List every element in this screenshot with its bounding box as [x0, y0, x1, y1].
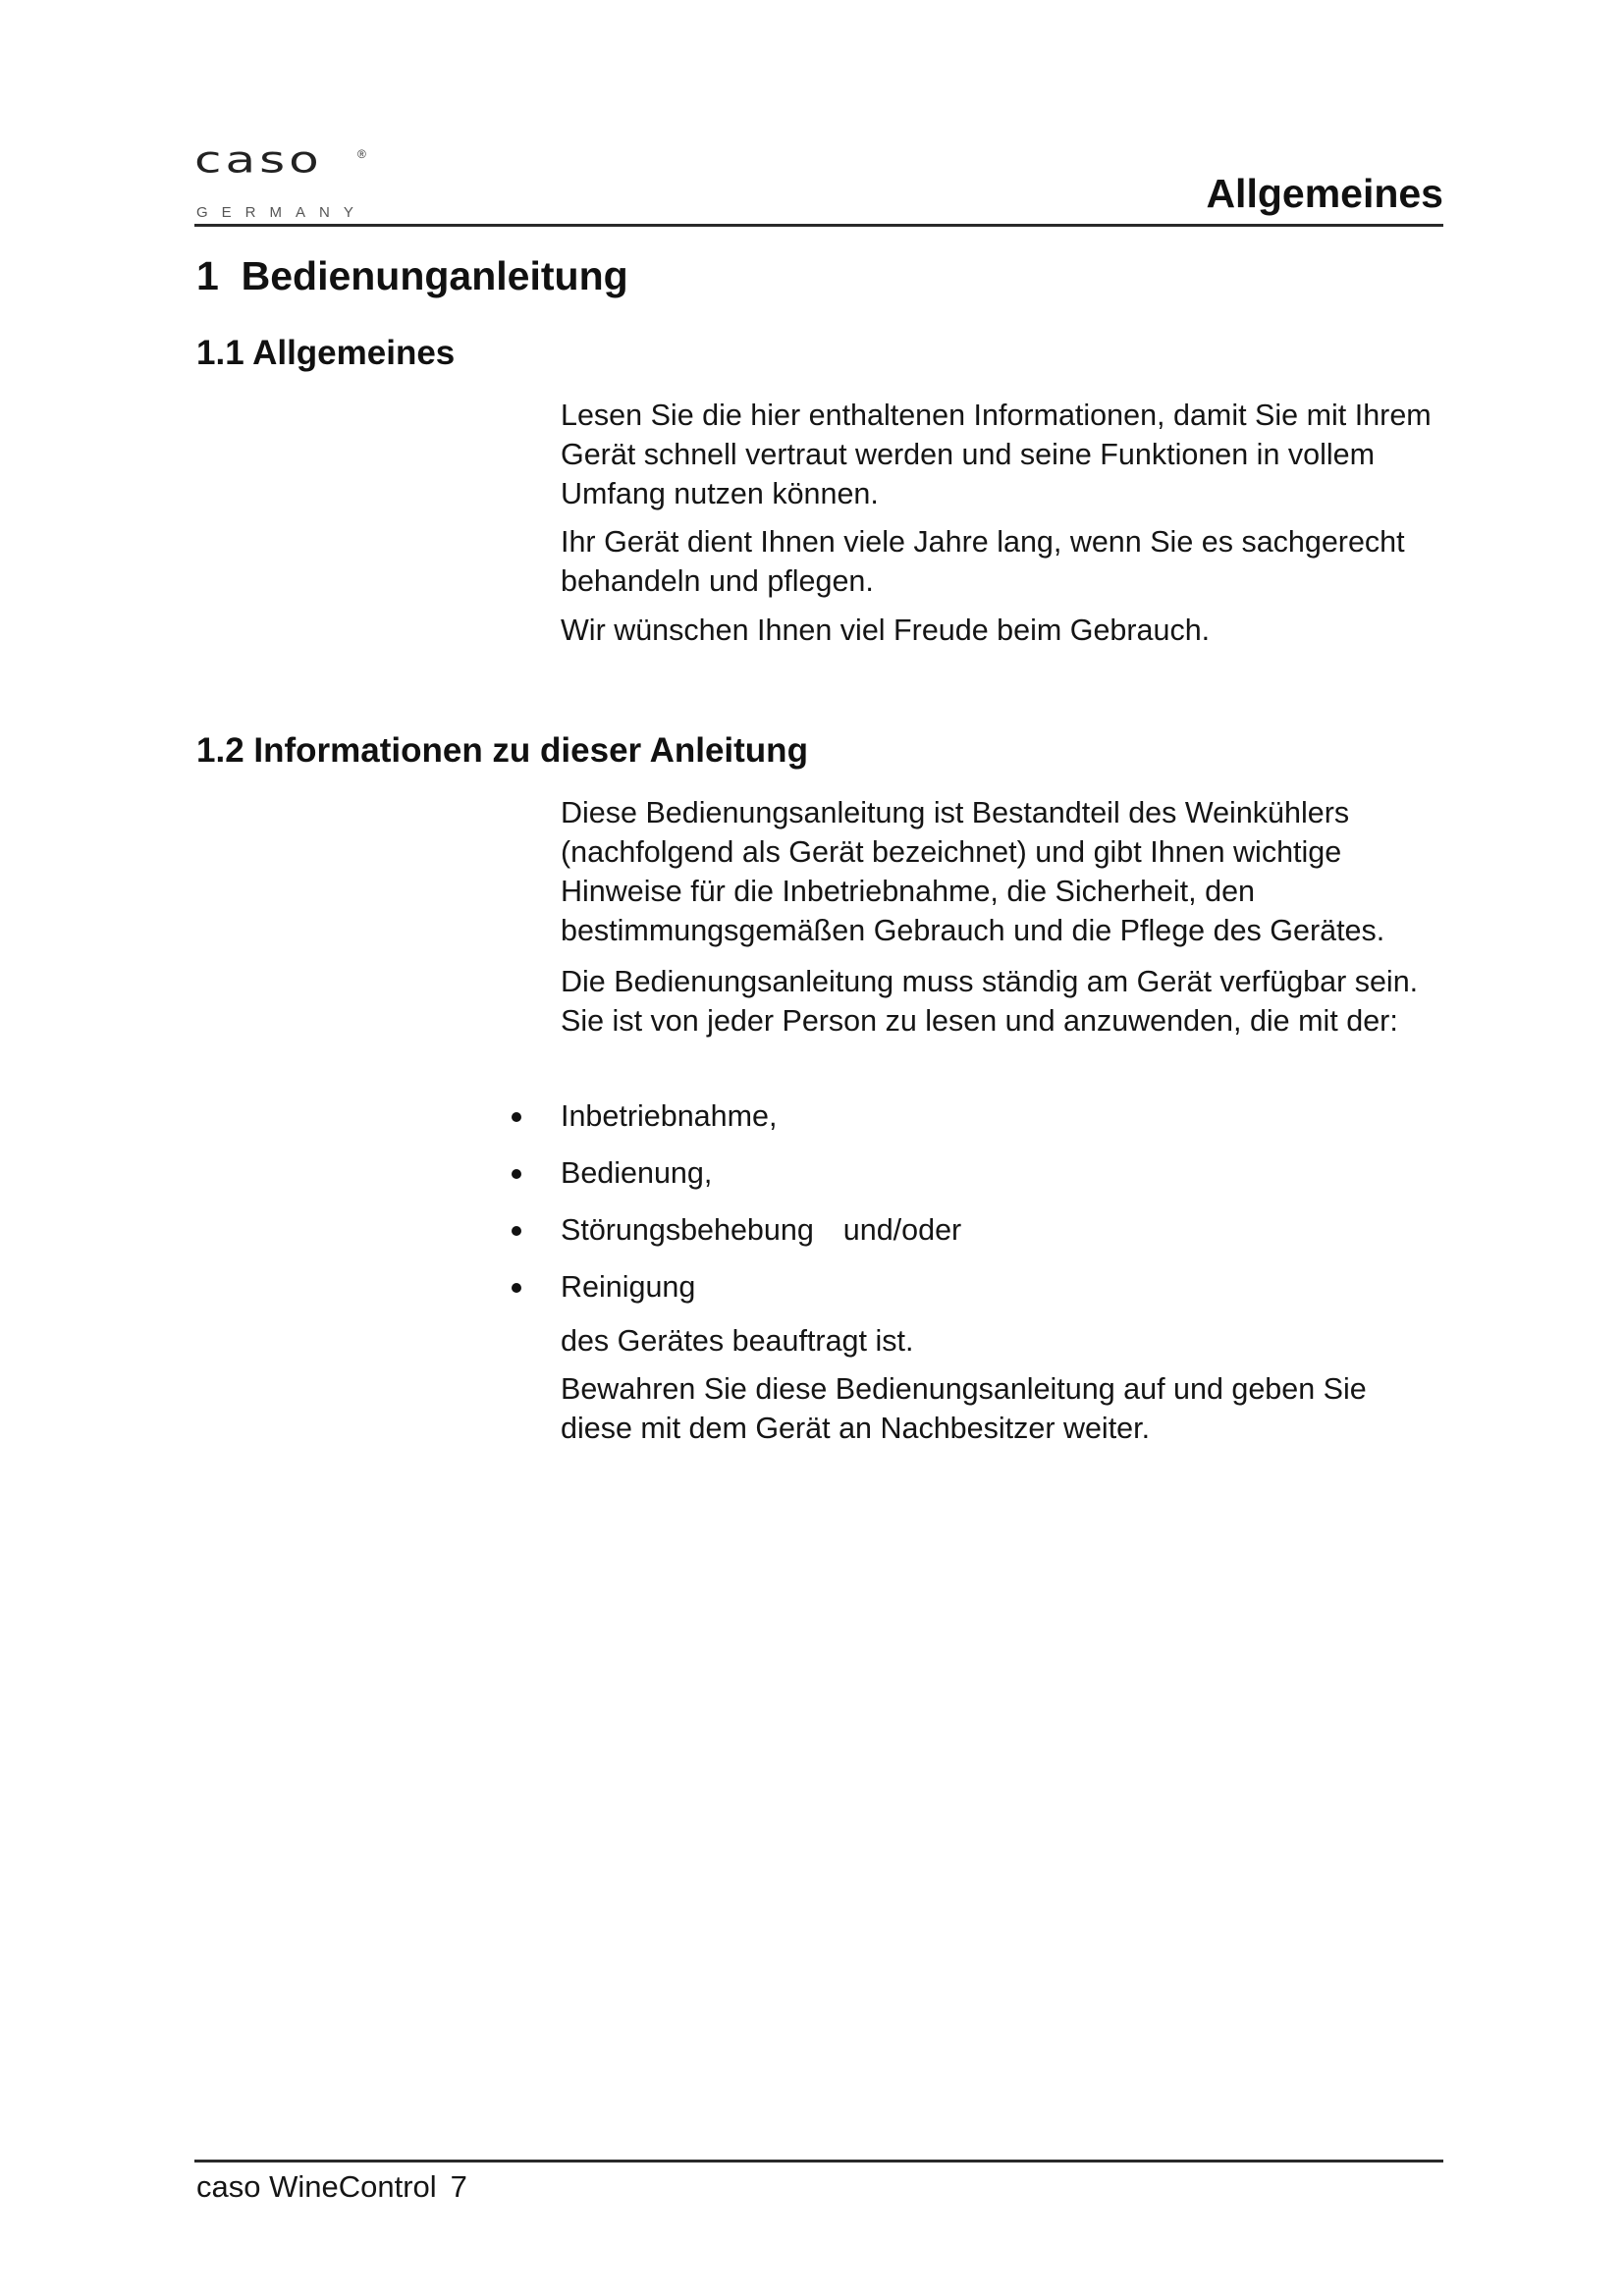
page-number: 7 [450, 2169, 467, 2204]
bullet-icon [512, 1112, 521, 1122]
paragraph: Lesen Sie die hier enthaltenen Informationen, damit Sie mit Ihrem Gerät schnell vertraut werden und seine Funktionen in vollem Umfang nutzen können. [561, 399, 1432, 510]
task-list [503, 1096, 961, 1324]
chapter-number: 1 [196, 253, 219, 298]
list-item-text: Reinigung [561, 1270, 696, 1304]
bullet-icon [512, 1226, 521, 1236]
list-item-text: Störungsbehebung [561, 1213, 814, 1247]
chapter-heading [196, 253, 628, 299]
list-item [503, 1096, 961, 1153]
paragraph: Wir wünschen Ihnen viel Freude beim Gebrauch. [561, 614, 1211, 647]
list-item-text: Bedienung, [561, 1156, 713, 1190]
list-item-text: Inbetriebnahme, [561, 1099, 778, 1133]
paragraph: Diese Bedienungsanleitung ist Bestandteil des Weinkühlers (nachfolgend als Gerät bezeichnet) und gibt Ihnen wichtige Hinweise für die Inbetriebnahme, die Sicherheit, den bestimmungsgemäßen Gebrauch und die Pflege des Gerätes. [561, 796, 1385, 947]
header-divider [194, 224, 1443, 227]
paragraph: Bewahren Sie diese Bedienungsanleitung auf und geben Sie diese mit dem Gerät an Nachbesitzer weiter. [561, 1372, 1367, 1445]
footer-divider [194, 2160, 1443, 2163]
logo-subtitle: GERMANY [196, 204, 367, 221]
paragraph: Die Bedienungsanleitung muss ständig am Gerät verfügbar sein. Sie ist von jeder Person zu lesen und anzuwenden, die mit der: [561, 965, 1419, 1038]
logo-wordmark: caso [194, 138, 323, 182]
list-item [503, 1153, 961, 1210]
chapter-title: Bedienunganleitung [241, 253, 628, 298]
section-heading-1-2: 1.2 Informationen zu dieser Anleitung [196, 731, 808, 770]
caso-germany-logo [194, 138, 371, 226]
list-item [503, 1210, 961, 1267]
paragraph: des Gerätes beauftragt ist. [561, 1324, 914, 1358]
list-item-suffix: und/oder [842, 1213, 962, 1247]
paragraph: Ihr Gerät dient Ihnen viele Jahre lang, wenn Sie es sachgerecht behandeln und pflegen. [561, 525, 1405, 598]
logo-registered-mark: ® [357, 147, 366, 161]
bullet-icon [512, 1169, 521, 1179]
header-section-title: Allgemeines [1206, 171, 1443, 216]
bullet-icon [512, 1283, 521, 1293]
footer-product-name: caso WineControl [196, 2169, 437, 2204]
section-heading-1-1: 1.1 Allgemeines [196, 334, 456, 372]
list-item [503, 1267, 961, 1324]
footer [196, 2169, 467, 2205]
